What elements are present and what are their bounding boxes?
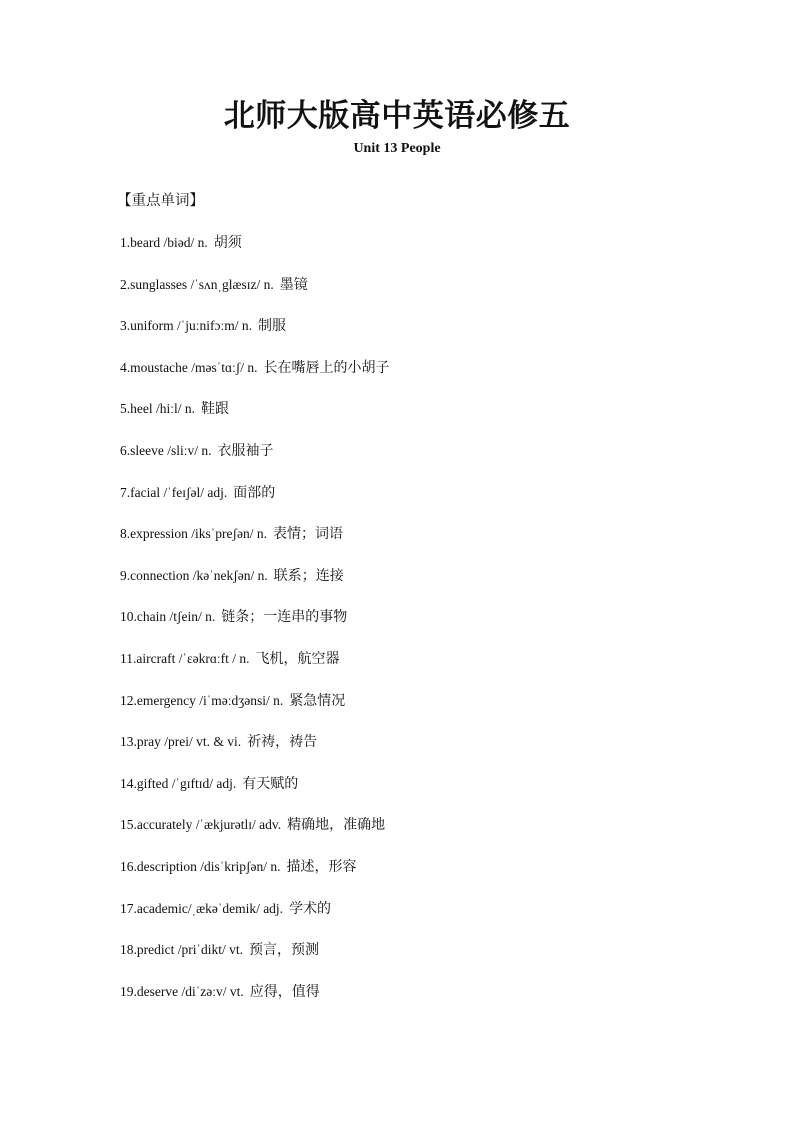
vocab-meaning: 预言，预测 — [248, 942, 319, 959]
vocab-entry: 10.chain /tʃein/ n. — [120, 609, 216, 625]
vocab-entry: 6.sleeve /sliːv/ n. — [120, 442, 212, 458]
vocab-item — [120, 315, 720, 357]
vocab-item — [120, 565, 720, 607]
vocab-item — [120, 856, 720, 898]
vocab-entry: 7.facial /ˈfeɪʃəl/ adj. — [120, 484, 228, 500]
vocab-entry: 17.academic/ˌækəˈdemik/ adj. — [120, 900, 284, 916]
vocab-meaning: 精确地，准确地 — [287, 817, 386, 834]
vocab-item — [120, 648, 720, 690]
vocab-meaning: 面部的 — [233, 484, 276, 501]
vocab-meaning: 链条；一连串的事物 — [221, 609, 348, 626]
vocab-entry: 18.predict /priˈdikt/ vt. — [120, 942, 243, 958]
vocab-entry: 8.expression /iksˈpreʃən/ n. — [120, 526, 267, 542]
vocab-item — [120, 814, 720, 856]
vocab-item — [120, 773, 720, 815]
vocab-item — [120, 523, 720, 565]
vocab-meaning: 墨镜 — [279, 276, 308, 293]
vocab-meaning: 长在嘴唇上的小胡子 — [263, 359, 390, 376]
vocab-entry: 16.description /disˈkripʃən/ n. — [120, 858, 281, 874]
vocab-entry: 19.deserve /diˈzəːv/ vt. — [120, 983, 244, 999]
vocab-item — [120, 898, 720, 940]
vocab-item — [120, 440, 720, 482]
vocab-item — [120, 274, 720, 316]
vocab-item — [120, 482, 720, 524]
vocabulary-list — [120, 232, 720, 1022]
vocab-entry: 13.pray /prei/ vt. & vi. — [120, 734, 242, 750]
vocab-entry: 11.aircraft /ˈɛəkrɑːft / n. — [120, 650, 250, 666]
document-subtitle: Unit 13 People — [353, 141, 441, 156]
vocab-entry: 14.gifted /ˈgɪftɪd/ adj. — [120, 775, 237, 791]
document-title: 北师大版高中英语必修五 — [223, 98, 571, 134]
vocab-item — [120, 606, 720, 648]
vocab-meaning: 制服 — [257, 318, 286, 335]
vocab-meaning: 描述，形容 — [286, 858, 357, 875]
vocab-entry: 9.connection /kəˈnekʃən/ n. — [120, 567, 268, 583]
section-heading: 【重点单词】 — [117, 193, 204, 209]
vocab-item — [120, 939, 720, 981]
vocab-meaning: 有天赋的 — [242, 775, 299, 792]
vocab-meaning: 联系；连接 — [273, 567, 344, 584]
vocab-entry: 4.moustache /məsˈtɑːʃ/ n. — [120, 359, 258, 375]
vocab-item — [120, 357, 720, 399]
vocab-meaning: 鞋跟 — [201, 401, 229, 418]
vocab-item — [120, 398, 720, 440]
vocab-entry: 1.beard /biəd/ n. — [120, 235, 208, 250]
vocab-item — [120, 232, 720, 274]
vocab-meaning: 表情；词语 — [272, 526, 343, 543]
vocab-item — [120, 690, 720, 732]
vocab-meaning: 祈祷，祷告 — [247, 734, 318, 751]
vocab-meaning: 学术的 — [289, 900, 332, 917]
vocab-meaning: 飞机，航空器 — [255, 650, 340, 667]
vocab-entry: 2.sunglasses /ˈsʌnˌglæsɪz/ n. — [120, 276, 274, 292]
vocab-meaning: 应得，值得 — [249, 983, 320, 1000]
vocab-entry: 12.emergency /iˈməːdʒənsi/ n. — [120, 692, 284, 708]
vocab-item — [120, 731, 720, 773]
vocab-item — [120, 981, 720, 1023]
vocab-meaning: 胡须 — [213, 235, 242, 251]
vocab-meaning: 衣服袖子 — [217, 442, 274, 459]
vocab-entry: 5.heel /hiːl/ n. — [120, 401, 195, 417]
vocab-meaning: 紧急情况 — [289, 692, 346, 709]
vocab-entry: 3.uniform /ˈjuːnifɔːm/ n. — [120, 318, 252, 334]
vocab-entry: 15.accurately /ˈækjurətlɪ/ adv. — [120, 817, 282, 833]
